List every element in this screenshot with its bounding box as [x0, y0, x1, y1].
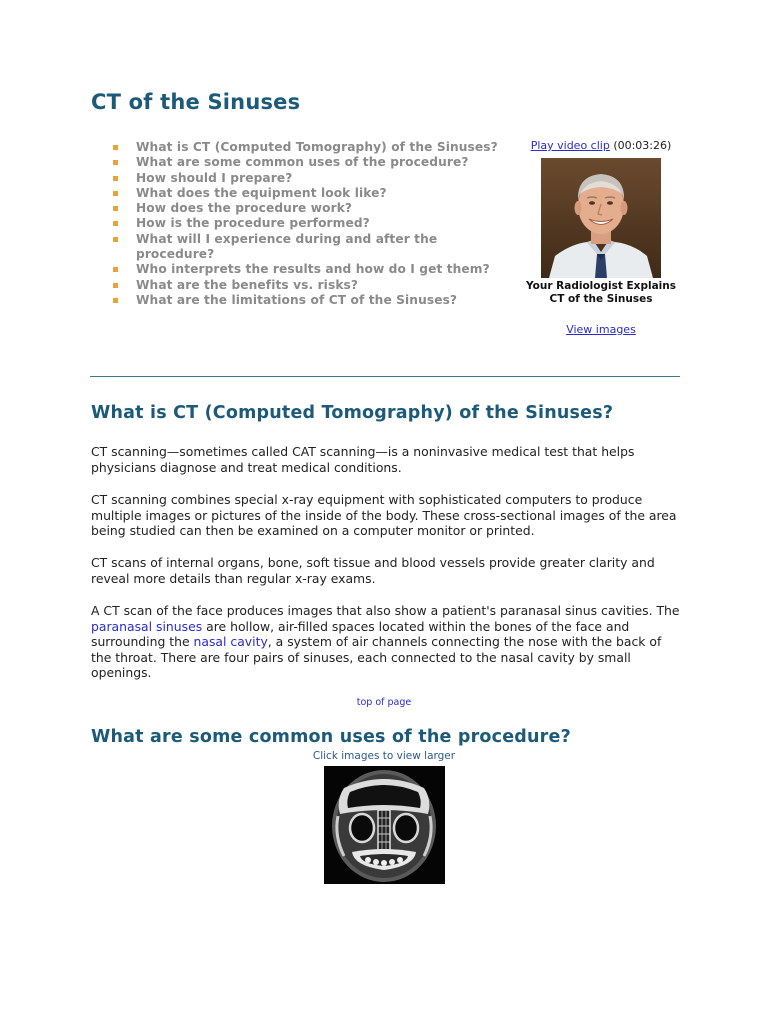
top-of-page-link[interactable]: top of page [356, 697, 412, 708]
toc-item[interactable] [113, 155, 513, 170]
toc-item[interactable] [113, 140, 513, 155]
paragraph [91, 603, 681, 681]
bullet-icon [113, 176, 118, 181]
toc-link[interactable]: How should I prepare? [136, 170, 293, 185]
bullet-icon [113, 267, 118, 272]
paragraph: CT scanning—sometimes called CAT scanning—is a noninvasive medical test that helps physicians diagnose and treat medical conditions. [91, 444, 635, 475]
table-of-contents [113, 140, 513, 308]
toc-link[interactable]: What are the limitations of CT of the Sinuses? [136, 292, 458, 307]
section-title: What is CT (Computed Tomography) of the Sinuses? [91, 403, 614, 423]
paranasal-sinuses-link[interactable]: paranasal sinuses [91, 618, 203, 634]
toc-item[interactable] [113, 201, 513, 216]
page-title: CT of the Sinuses [91, 90, 301, 114]
paragraph: CT scans of internal organs, bone, soft tissue and blood vessels provide greater clarity and reveal more details than regular x-ray exams. [91, 555, 655, 586]
bullet-icon [113, 283, 118, 288]
nasal-cavity-link[interactable]: nasal cavity [193, 634, 268, 649]
section-title: What are some common uses of the procedure? [91, 727, 571, 747]
toc-item[interactable] [113, 186, 513, 201]
paragraph-text: , a system of air channels connecting the nose with the back of the throat. There are four pairs of sinuses, each connected to the nasal cavity by small openings. [91, 634, 662, 680]
toc-item[interactable] [113, 293, 513, 308]
bullet-icon [113, 237, 118, 242]
bullet-icon [113, 221, 118, 226]
paragraph: CT scanning combines special x-ray equipment with sophisticated computers to produce multiple images or pictures of the inside of the body. These cross-sectional images of the area being studied can then be examined on a computer monitor or printed. [91, 492, 677, 538]
click-images-note: Click images to view larger [312, 750, 456, 762]
toc-item[interactable] [113, 278, 513, 293]
bullet-icon [113, 160, 118, 165]
video-line [515, 138, 687, 154]
radiologist-portrait[interactable] [541, 158, 661, 278]
toc-link[interactable]: What are the benefits vs. risks? [136, 277, 359, 292]
section-divider [90, 376, 680, 377]
toc-link[interactable]: What is CT (Computed Tomography) of the Sinuses? [136, 140, 498, 154]
toc-link[interactable]: What does the equipment look like? [136, 185, 387, 200]
toc-item[interactable] [113, 262, 513, 277]
bullet-icon [113, 206, 118, 211]
caption-line: Your Radiologist Explains [526, 280, 676, 292]
top-of-page-row [0, 697, 768, 708]
toc-link[interactable]: What are some common uses of the procedure? [136, 155, 469, 170]
toc-link[interactable]: Who interprets the results and how do I get them? [136, 262, 490, 277]
paragraph-text: A CT scan of the face produces images that also show a patient's paranasal sinus cavities. The [91, 603, 680, 618]
video-panel [515, 138, 687, 336]
bullet-icon [113, 145, 118, 150]
toc-item[interactable] [113, 216, 513, 231]
video-caption [515, 280, 687, 306]
toc-item[interactable] [113, 171, 513, 186]
toc-link[interactable]: What will I experience during and after the procedure? [136, 231, 438, 262]
play-video-link[interactable]: Play video clip [530, 139, 610, 152]
ct-scan-thumbnail[interactable] [324, 766, 445, 884]
toc-link[interactable]: How does the procedure work? [136, 201, 353, 216]
view-images-link[interactable]: View images [566, 323, 636, 336]
video-duration: (00:03:26) [613, 139, 672, 152]
bullet-icon [113, 191, 118, 196]
toc-link[interactable]: How is the procedure performed? [136, 216, 370, 231]
bullet-icon [113, 298, 118, 303]
caption-line: CT of the Sinuses [549, 293, 653, 305]
paragraph-text: are hollow, air-filled spaces located within the bones of the face and surrounding the [91, 618, 630, 649]
toc-item[interactable] [113, 232, 513, 263]
